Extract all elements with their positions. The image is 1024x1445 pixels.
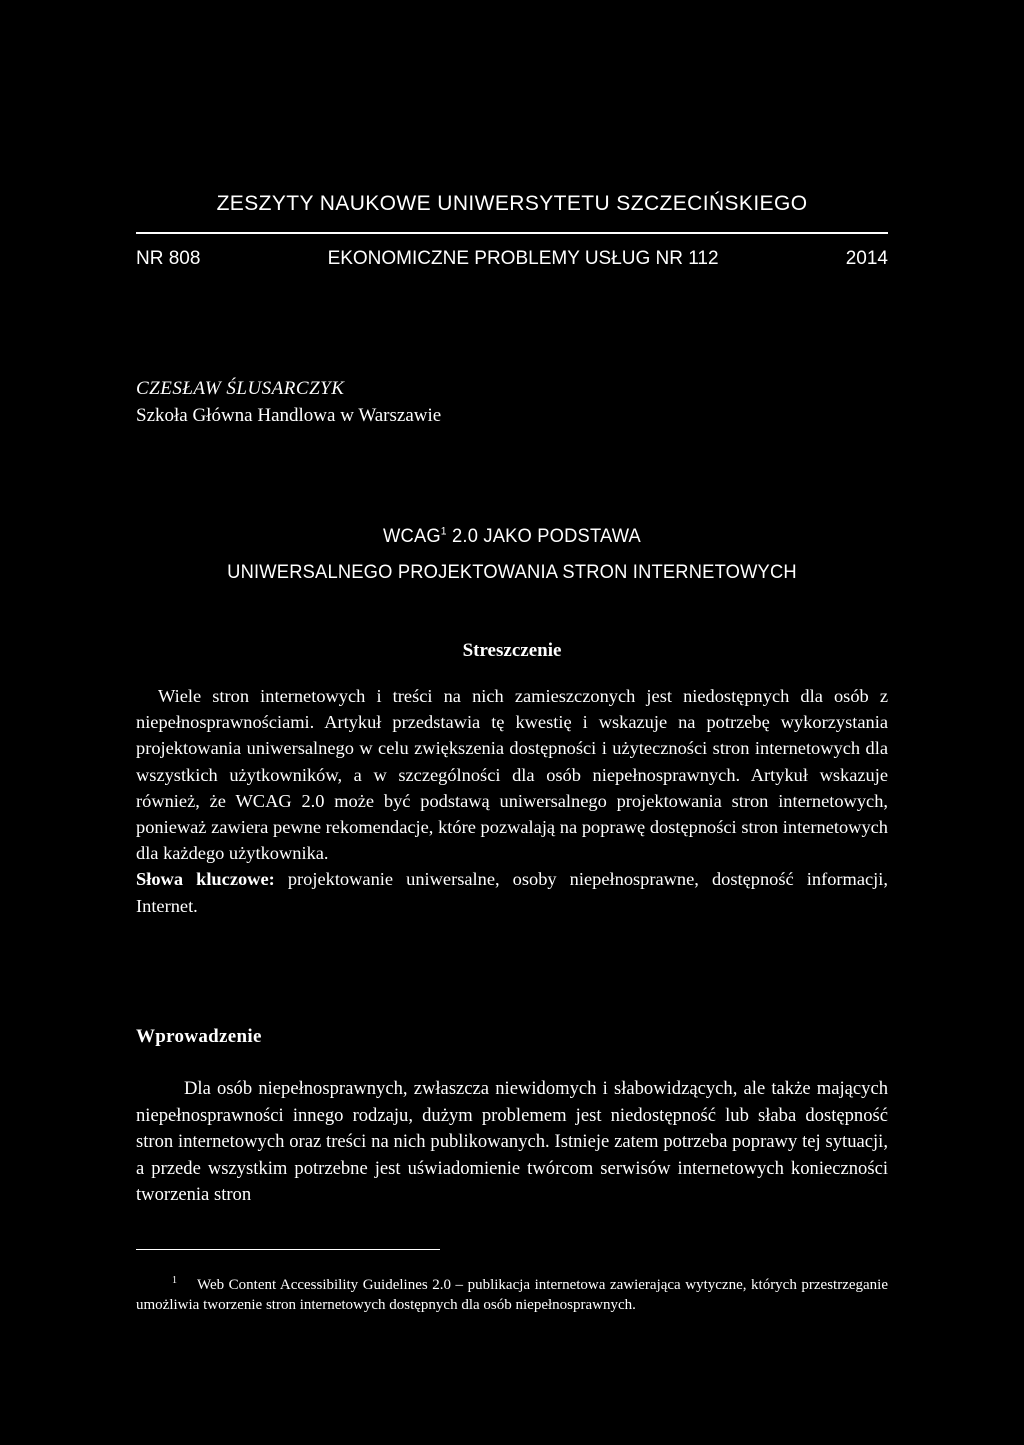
author-name: CZESŁAW ŚLUSARCZYK (136, 378, 345, 399)
introduction-paragraph: Dla osób niepełnosprawnych, zwłaszcza niewidomych i słabowidzących, ale także mających niepełnosprawności innego rodzaju, dużym problemem jest niedostępność lub słaba dostępność stron internetowych oraz treści na nich publikowanych. Istnieje zatem potrzeba poprawy tej sytuacji, a przede wszystkim potrzebne jest uświadomienie twórcom serwisów internetowych konieczności tworzenia stron (136, 1078, 888, 1206)
title-line-2: UNIWERSALNEGO PROJEKTOWANIA STRON INTERNETOWYCH (227, 561, 797, 583)
title-footnote-ref: 1 (440, 525, 447, 538)
introduction-heading: Wprowadzenie (136, 1026, 262, 1047)
abstract (136, 683, 888, 919)
issue-number: NR 808 (136, 248, 201, 269)
series-name: EKONOMICZNE PROBLEMY USŁUG NR 112 (327, 248, 719, 269)
title-prefix: WCAG (383, 525, 441, 547)
keywords-label: Słowa kluczowe: (136, 869, 275, 890)
article-title (159, 518, 866, 590)
introduction-body (136, 1076, 888, 1209)
footnote-divider (136, 1249, 440, 1250)
author-affiliation: Szkoła Główna Handlowa w Warszawie (136, 405, 442, 426)
footnote (136, 1276, 888, 1315)
footnote-text: Web Content Accessibility Guidelines 2.0 – publikacja internetowa zawierająca wytyczne, których przestrzeganie umożliwia tworzenie stron internetowych dostępnych dla osób niepełnosprawnych. (136, 1277, 888, 1313)
journal-name: ZESZYTY NAUKOWE UNIWERSYTETU SZCZECIŃSKIEGO (216, 192, 808, 215)
issue-line (136, 246, 888, 272)
title-line-1 (159, 518, 866, 554)
header-divider (136, 232, 888, 234)
author-block (136, 376, 888, 430)
abstract-heading: Streszczenie (462, 640, 562, 661)
footnote-mark: 1 (172, 1275, 177, 1286)
title-line-1-rest: 2.0 JAKO PODSTAWA (446, 525, 641, 547)
abstract-text: Wiele stron internetowych i treści na nich zamieszczonych jest niedostępnych dla osób z niepełnosprawnościami. Artykuł przedstawia tę kwestię i wskazuje na potrzebę wykorzystania projektowania uniwersalnego w celu zwiększenia dostępności i użyteczności stron internetowych dla wszystkich użytkowników, a w szczególności dla osób niepełnosprawnych. Artykuł wskazuje również, że WCAG 2.0 może być podstawą uniwersalnego projektowania stron internetowych, ponieważ zawiera pewne rekomendacje, które pozwalają na poprawę dostępności stron internetowych dla każdego użytkownika. (136, 686, 888, 864)
publication-year: 2014 (845, 248, 888, 269)
keywords (136, 866, 888, 918)
keywords-text: projektowanie uniwersalne, osoby niepełnosprawne, dostępność informacji, Internet. (136, 869, 888, 916)
journal-header (136, 190, 888, 272)
